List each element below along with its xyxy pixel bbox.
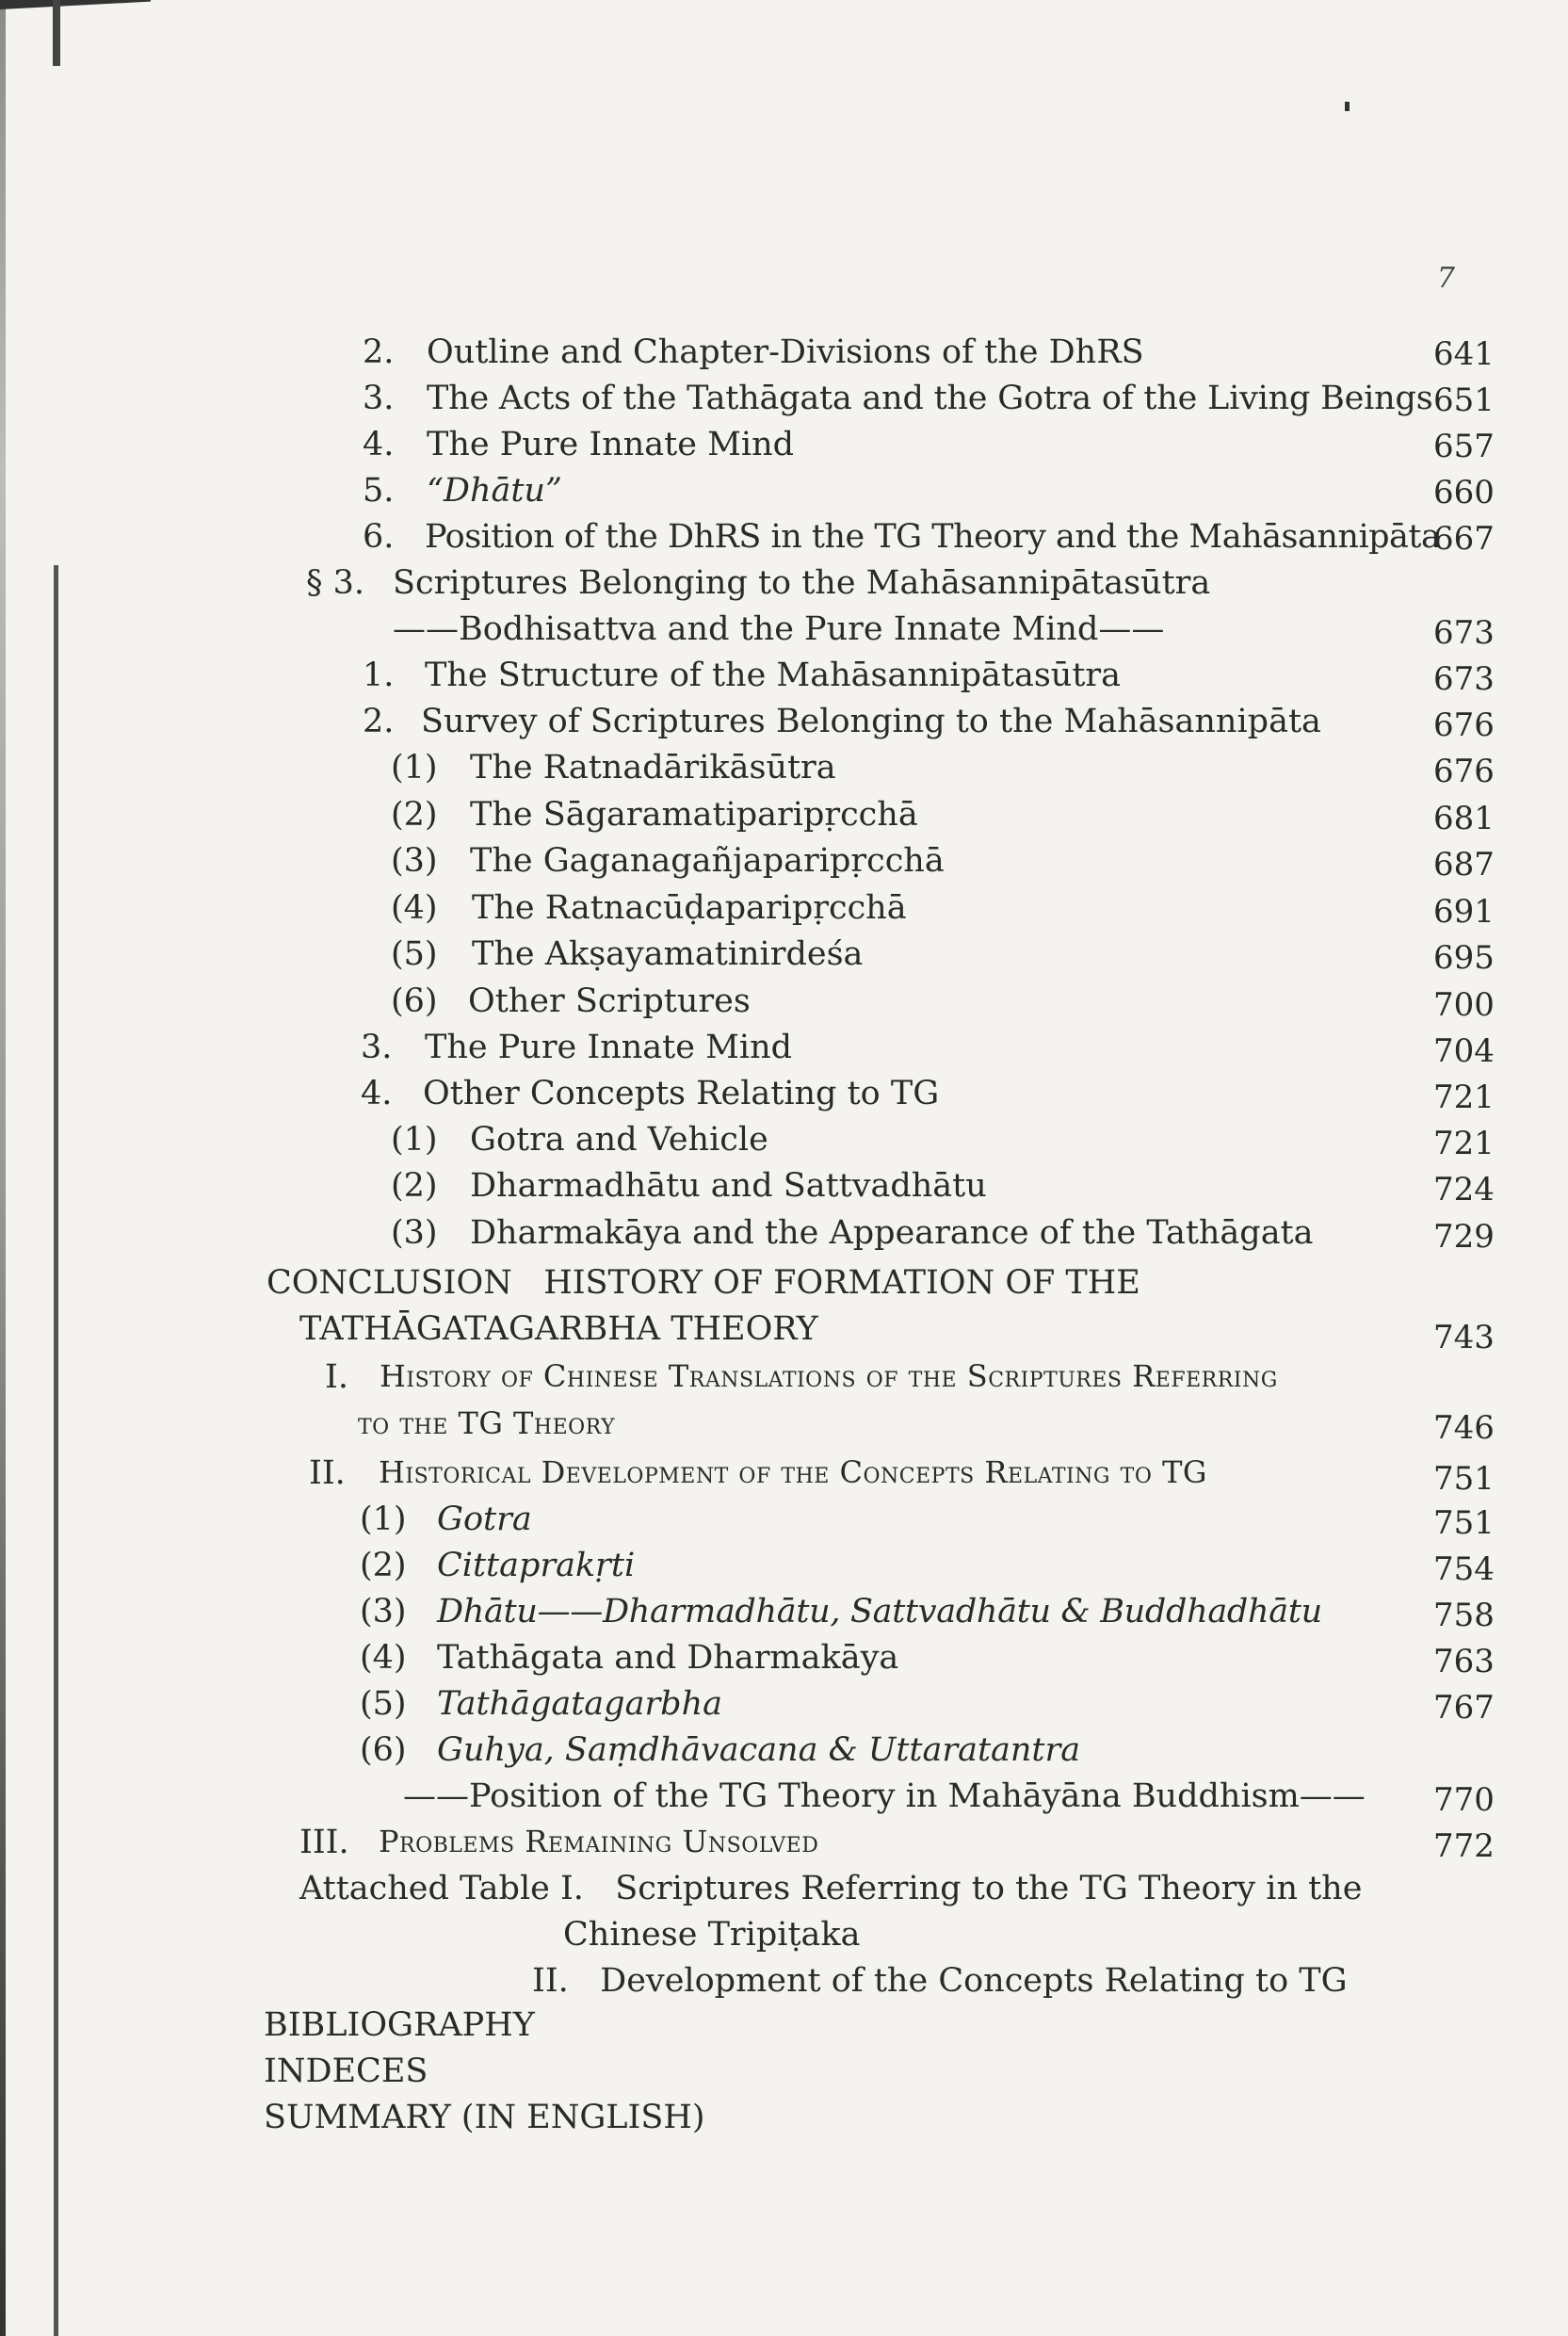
entry-page: 651 bbox=[1433, 381, 1495, 419]
entry-title: Outline and Chapter-Divisions of the DhRS bbox=[427, 333, 1144, 371]
entry-title: INDECES bbox=[264, 2052, 428, 2090]
entry-number: 2. bbox=[363, 333, 395, 371]
entry-number: 1. bbox=[363, 657, 395, 694]
entry-title: Dharmakāya and the Appearance of the Tathāgata bbox=[470, 1214, 1314, 1252]
entry-title: Gotra and Vehicle bbox=[470, 1121, 768, 1159]
entry-title: Gotra bbox=[437, 1501, 532, 1538]
entry-number: (5) bbox=[391, 935, 438, 973]
entry-title: CONCLUSION HISTORY OF FORMATION OF THE bbox=[267, 1264, 1140, 1302]
entry-title: Scriptures Belonging to the Mahāsannipātasūtra bbox=[393, 564, 1211, 602]
entry-page: 641 bbox=[1433, 335, 1495, 373]
entry-title: Attached Table I. Scriptures Referring to the TG Theory in the bbox=[299, 1870, 1363, 1907]
entry-number: (6) bbox=[360, 1731, 407, 1769]
entry-page: 763 bbox=[1433, 1643, 1495, 1680]
entry-page: 700 bbox=[1433, 986, 1495, 1024]
entry-title: BIBLIOGRAPHY bbox=[264, 2006, 535, 2044]
entry-page: 751 bbox=[1433, 1460, 1495, 1498]
entry-title: The Acts of the Tathāgata and the Gotra of the Living Beings bbox=[427, 380, 1433, 417]
entry-number: 5. bbox=[363, 472, 395, 510]
entry-page: 691 bbox=[1433, 893, 1495, 931]
entry-number: (2) bbox=[391, 796, 438, 834]
entry-number: 4. bbox=[361, 1075, 393, 1112]
entry-title: SUMMARY (IN ENGLISH) bbox=[264, 2099, 705, 2136]
entry-number: (6) bbox=[391, 982, 438, 1020]
entry-title: Problems Remaining Unsolved bbox=[379, 1824, 819, 1859]
entry-title: Cittaprakṛti bbox=[437, 1547, 636, 1584]
entry-title: TATHĀGATAGARBHA THEORY bbox=[299, 1310, 818, 1348]
entry-title: Survey of Scriptures Belonging to the Mahāsannipāta bbox=[421, 703, 1321, 740]
entry-number: (1) bbox=[360, 1501, 407, 1538]
entry-page: 767 bbox=[1433, 1689, 1495, 1727]
entry-number: (3) bbox=[360, 1593, 407, 1630]
entry-title: History of Chinese Translations of the Scriptures Referring bbox=[380, 1358, 1278, 1394]
entry-page: 772 bbox=[1433, 1827, 1495, 1865]
entry-title: The Ratnacūḍaparipṛcchā bbox=[472, 889, 907, 927]
entry-number: (2) bbox=[391, 1167, 438, 1205]
entry-number: II. bbox=[309, 1454, 346, 1492]
entry-page: 724 bbox=[1433, 1171, 1495, 1209]
entry-page: 667 bbox=[1433, 520, 1495, 558]
entry-title: “Dhātu” bbox=[427, 472, 562, 510]
entry-page: 743 bbox=[1433, 1319, 1495, 1356]
entry-page: 758 bbox=[1433, 1597, 1495, 1634]
entry-number: (5) bbox=[360, 1685, 407, 1723]
page-number: 7 bbox=[1436, 262, 1455, 295]
entry-title: to the TG Theory bbox=[358, 1405, 616, 1441]
entry-number: (4) bbox=[360, 1639, 407, 1677]
entry-number: (1) bbox=[391, 1121, 438, 1159]
entry-number: 3. bbox=[361, 1029, 393, 1066]
entry-number: III. bbox=[299, 1824, 349, 1861]
entry-number: § 3. bbox=[306, 564, 365, 602]
entry-page: 746 bbox=[1433, 1409, 1495, 1447]
entry-number: (3) bbox=[391, 842, 438, 880]
entry-title: ——Bodhisattva and the Pure Innate Mind—— bbox=[393, 610, 1165, 648]
entry-title: The Akṣayamatinirdeśa bbox=[472, 935, 864, 973]
entry-title: Other Scriptures bbox=[468, 982, 751, 1020]
entry-page: 660 bbox=[1433, 474, 1495, 511]
entry-page: 754 bbox=[1433, 1550, 1495, 1588]
binding-edge-mark bbox=[54, 565, 58, 2336]
entry-title: Tathāgatagarbha bbox=[437, 1685, 722, 1723]
entry-number: (3) bbox=[391, 1214, 438, 1252]
entry-title: The Structure of the Mahāsannipātasūtra bbox=[425, 657, 1121, 694]
entry-title: The Sāgaramatiparipṛcchā bbox=[470, 796, 918, 834]
entry-title: II. Development of the Concepts Relating to TG bbox=[532, 1962, 1348, 2000]
entry-title: Dhātu——Dharmadhātu, Sattvadhātu & Buddhadhātu bbox=[437, 1593, 1322, 1630]
entry-page: 681 bbox=[1433, 800, 1495, 837]
entry-title: The Gaganagañjaparipṛcchā bbox=[470, 842, 945, 880]
entry-page: 751 bbox=[1433, 1504, 1495, 1542]
entry-number: (4) bbox=[391, 889, 438, 927]
entry-page: 676 bbox=[1433, 706, 1495, 744]
entry-number: 4. bbox=[363, 426, 395, 463]
entry-title: Other Concepts Relating to TG bbox=[423, 1075, 940, 1112]
entry-title: Historical Development of the Concepts Relating to TG bbox=[379, 1454, 1207, 1490]
entry-page: 676 bbox=[1433, 753, 1495, 790]
binding-edge-mark bbox=[0, 0, 6, 2336]
entry-title: Guhya, Saṃdhāvacana & Uttaratantra bbox=[437, 1731, 1081, 1769]
entry-number: 3. bbox=[363, 380, 395, 417]
entry-page: 695 bbox=[1433, 939, 1495, 977]
entry-title: The Pure Innate Mind bbox=[427, 426, 795, 463]
entry-page: 657 bbox=[1433, 428, 1495, 465]
entry-number: 2. bbox=[363, 703, 395, 740]
entry-number: I. bbox=[325, 1358, 348, 1396]
entry-title: Tathāgata and Dharmakāya bbox=[437, 1639, 899, 1677]
entry-page: 673 bbox=[1433, 614, 1495, 652]
binding-edge-mark bbox=[53, 0, 60, 66]
entry-title: The Pure Innate Mind bbox=[425, 1029, 793, 1066]
entry-title: Chinese Tripiṭaka bbox=[563, 1916, 861, 1954]
entry-number: 6. bbox=[363, 518, 395, 556]
entry-page: 770 bbox=[1433, 1781, 1495, 1819]
entry-page: 704 bbox=[1433, 1032, 1495, 1070]
entry-title: Dharmadhātu and Sattvadhātu bbox=[470, 1167, 987, 1205]
entry-page: 673 bbox=[1433, 660, 1495, 698]
entry-page: 729 bbox=[1433, 1218, 1495, 1256]
scan-dot bbox=[1345, 102, 1350, 111]
entry-page: 721 bbox=[1433, 1079, 1495, 1116]
entry-page: 687 bbox=[1433, 846, 1495, 884]
entry-title: ——Position of the TG Theory in Mahāyāna Buddhism—— bbox=[403, 1777, 1366, 1815]
entry-number: (1) bbox=[391, 749, 438, 787]
entry-title: Position of the DhRS in the TG Theory and the Mahāsannipāta bbox=[425, 518, 1441, 556]
entry-title: The Ratnadārikāsūtra bbox=[470, 749, 836, 787]
entry-number: (2) bbox=[360, 1547, 407, 1584]
entry-page: 721 bbox=[1433, 1125, 1495, 1162]
corner-tear-mark bbox=[0, 0, 151, 9]
